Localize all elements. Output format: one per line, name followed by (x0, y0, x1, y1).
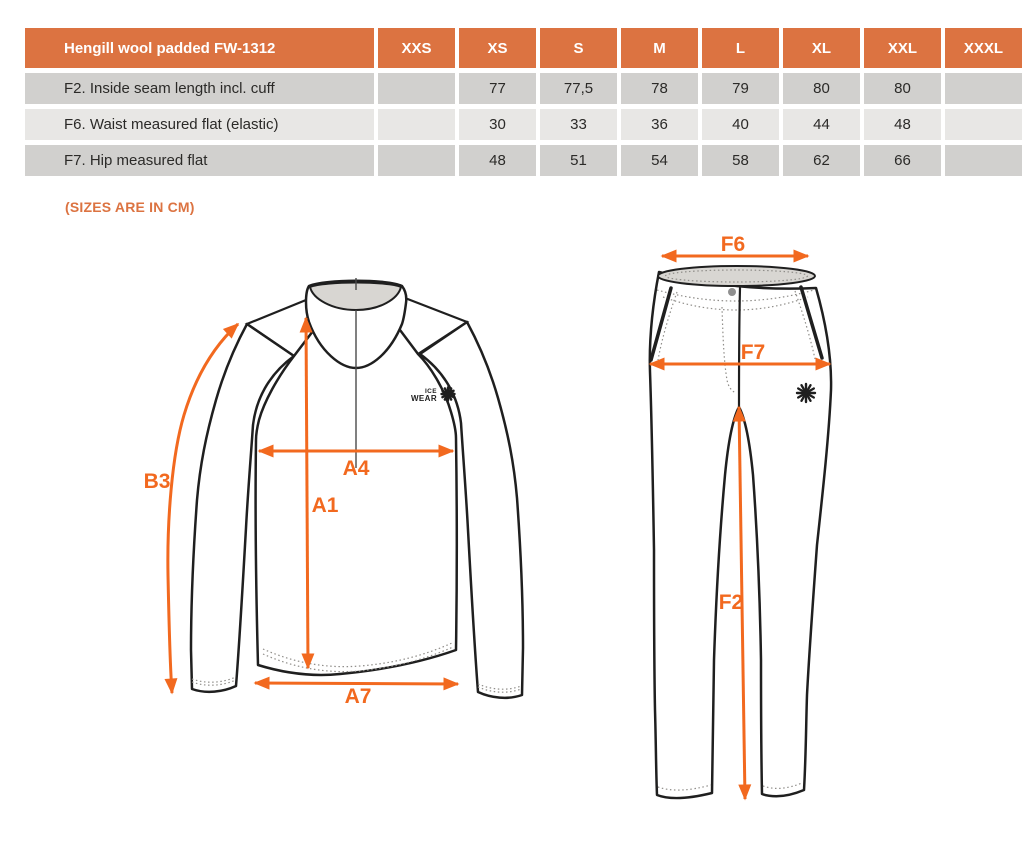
size-value-cell: 51 (540, 145, 617, 176)
logo-text-line2: WEAR (410, 394, 437, 403)
measure-label-a7: A7 (344, 685, 372, 708)
row-label: F6. Waist measured flat (elastic) (25, 109, 374, 140)
table-row-waist (25, 109, 1022, 140)
size-value-cell: 78 (621, 73, 698, 104)
measure-label-f7: F7 (740, 341, 766, 364)
size-value-cell: 80 (864, 73, 941, 104)
size-value-cell: 30 (459, 109, 536, 140)
size-header-s: S (540, 28, 617, 68)
table-row-inside-seam (25, 73, 1022, 104)
size-value-cell: 66 (864, 145, 941, 176)
size-value-cell: 44 (783, 109, 860, 140)
size-header-xxxl: XXXL (945, 28, 1022, 68)
size-header-m: M (621, 28, 698, 68)
size-value-cell (378, 145, 455, 176)
size-table-header-row (25, 28, 1022, 68)
table-row-hip (25, 145, 1022, 176)
units-note: (SIZES ARE IN CM) (65, 199, 195, 215)
size-value-cell: 58 (702, 145, 779, 176)
measure-label-f6: F6 (720, 233, 746, 256)
measure-label-a4: A4 (342, 457, 370, 480)
size-header-xxs: XXS (378, 28, 455, 68)
size-value-cell (378, 109, 455, 140)
size-table (21, 23, 1026, 181)
pants-button (728, 288, 736, 296)
row-label: F7. Hip measured flat (25, 145, 374, 176)
size-value-cell (945, 109, 1022, 140)
measure-arrow-a7 (255, 683, 458, 684)
size-value-cell: 48 (459, 145, 536, 176)
size-value-cell (378, 73, 455, 104)
measure-label-b3: B3 (143, 470, 171, 493)
size-value-cell: 54 (621, 145, 698, 176)
size-value-cell: 77 (459, 73, 536, 104)
size-header-l: L (702, 28, 779, 68)
size-value-cell: 48 (864, 109, 941, 140)
pants-diagram (630, 225, 850, 825)
size-header-xxl: XXL (864, 28, 941, 68)
measure-arrow-a1 (306, 318, 308, 668)
size-value-cell (945, 145, 1022, 176)
logo-text-line1: ICE (424, 388, 437, 395)
size-header-xl: XL (783, 28, 860, 68)
pants-waistband (658, 266, 815, 286)
size-value-cell: 77,5 (540, 73, 617, 104)
sweater-diagram (140, 248, 560, 740)
measure-label-a1: A1 (311, 494, 339, 517)
size-value-cell (945, 73, 1022, 104)
size-value-cell: 62 (783, 145, 860, 176)
size-value-cell: 33 (540, 109, 617, 140)
measure-label-f2: F2 (718, 591, 744, 614)
size-value-cell: 79 (702, 73, 779, 104)
size-value-cell: 36 (621, 109, 698, 140)
size-header-xs: XS (459, 28, 536, 68)
product-name: Hengill wool padded FW-1312 (25, 28, 374, 68)
row-label: F2. Inside seam length incl. cuff (25, 73, 374, 104)
size-value-cell: 80 (783, 73, 860, 104)
size-value-cell: 40 (702, 109, 779, 140)
